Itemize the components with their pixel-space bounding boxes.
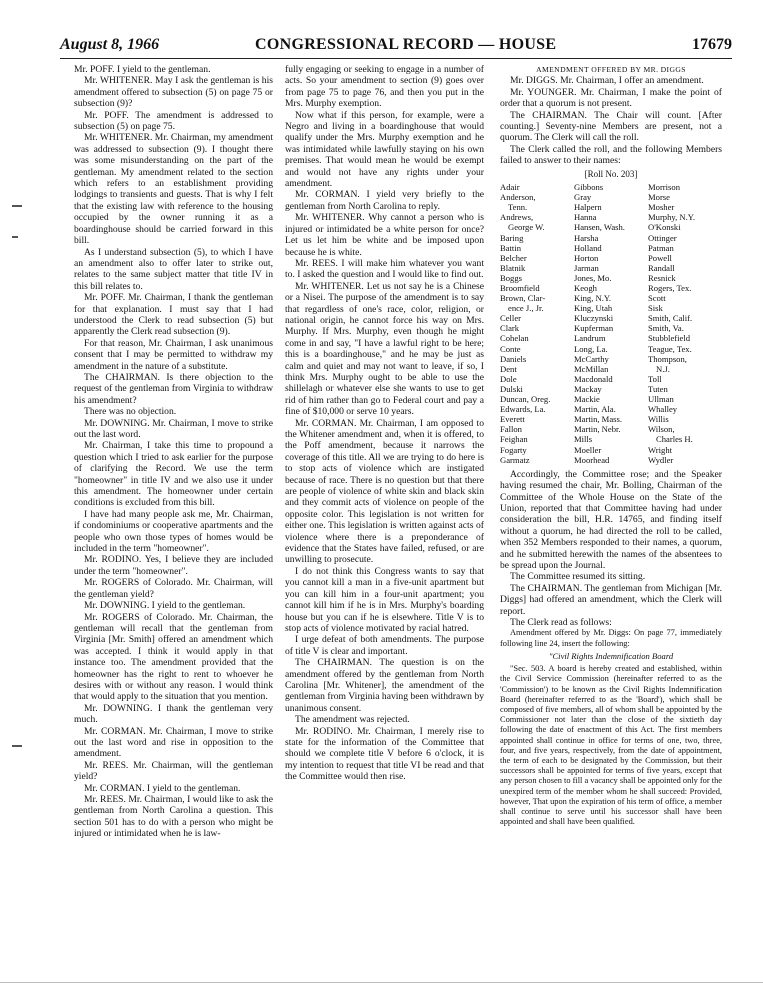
paragraph: Mr. WHITENER. May I ask the gentleman is his amendment offered to subsection (5) on page 75 or subsection (9)? <box>74 75 273 110</box>
roll-call-name: Battin <box>500 242 522 253</box>
paragraph: Accordingly, the Committee rose; and the Speaker having resumed the chair, Mr. Bolling, Chairman of the Committee of the Whole House on the State of the Union, reported that that Committee having had under consideration the bill, H.R. 14765, and finding itself without a quorum, he had directed the roll to be called, when 352 Members responded to their names, a quorum, and he submitted herewith the names of the absentees to be spread upon the Journal. <box>500 468 722 571</box>
paragraph: Mr. CORMAN. I yield very briefly to the gentleman from North Carolina to reply. <box>285 189 484 212</box>
paragraph: Mr. DOWNING. I yield to the gentleman. <box>84 600 246 612</box>
roll-call-name: O'Konski <box>648 222 681 233</box>
roll-call-name: Mackie <box>574 394 600 405</box>
section-heading: AMENDMENT OFFERED BY MR. DIGGS <box>536 65 686 74</box>
roll-call-name: Moorhead <box>574 454 610 465</box>
roll-call-name: Fallon <box>500 424 522 435</box>
roll-call-name: Conte <box>500 343 521 354</box>
paragraph: Now what if this person, for example, were a Negro and living in a boardinghouse that would qualify under the Mrs. Murphy exemption and he was intimidated while lawfully staying on his own premises. That would mean he would be exempt and would not have any rights under your amendment. <box>285 109 484 190</box>
amendment-text: "Sec. 503. A board is hereby created and established, within the Civil Service Commission (hereinafter referred to as the 'Commission') to be known as the Civil Rights Indemnification Board (hereinafter referred to as the 'Board'), which shall be composed of five members, all of whom shall be appointed by the Commissioner not later than the close of the sixtieth day following the date of enactment of this Act. The first members appointed shall continue in office for terms of one, two, three, four, and five years, respectively, from the date of appointment, the term of each to be designated by the Commission, but their successors shall be appointed for terms of five years, except that any person chosen to fill a vacancy shall be appointed only for the unexpired term of the member whom he shall succeed: Provided, however, That upon the expiration of his term of office, a member shall continue to serve until his successor shall have been appointed and shall have been qualified. <box>500 664 722 827</box>
roll-call-name: Tenn. <box>508 202 528 213</box>
paragraph: Mr. POFF. The amendment is addressed to subsection (5) on page 75. <box>74 109 273 133</box>
roll-call-name: Resnick <box>648 272 676 283</box>
paragraph: Mr. REES. Mr. Chairman, I would like to ask the gentleman from North Carolina a question. This section 501 has to do with a person who might be injured or intimidated when he is law- <box>74 794 273 840</box>
paragraph: Mr. REES. Mr. Chairman, will the gentleman yield? <box>74 759 273 783</box>
roll-call-name: ence J., Jr. <box>508 303 544 314</box>
roll-call-name: Kluczynski <box>574 313 614 324</box>
roll-call-name: Smith, Va. <box>648 323 684 334</box>
roll-call-name: Mosher <box>648 202 675 213</box>
roll-call-name: Hanna <box>574 212 597 223</box>
paragraph: Mr. POFF. Mr. Chairman, I thank the gentleman for that explanation. I must say that I had understood the Clerk to read subsection (5) but apparently the Clerk read subsection (9). <box>74 292 273 338</box>
roll-call-name: Ottinger <box>648 232 677 243</box>
paragraph: As I understand subsection (5), to which I have an amendment also to offer later to strike out, relates to the same subject matter that title IV in this bill relates to. <box>74 246 273 292</box>
roll-call-name: Clark <box>500 323 520 334</box>
roll-call-name: Everett <box>500 414 525 425</box>
roll-call-name: King, Utah <box>574 303 613 314</box>
paragraph: Mr. DOWNING. Mr. Chairman, I move to strike out the last word. <box>74 417 273 440</box>
roll-call-list <box>500 182 722 465</box>
roll-call-name: Celler <box>500 313 521 324</box>
roll-call-name: Thompson, <box>648 353 687 364</box>
paragraph: I urge defeat of both amendments. The purpose of title V is clear and important. <box>285 634 484 657</box>
paragraph: Mr. WHITENER. Let us not say he is a Chinese or a Nisei. The purpose of the amendment is to say that regardless of one's race, color, religion, or national origin, he cannot force his way on Mrs. Murphy. If Mrs. Murphy, even though he might come in and say, "I have a lawful right to be here; this is a boardinghouse," and he may be just as calm and quiet and may not want to leave, if so, I think Mrs. Murphy ought to be able to use the shillelagh or whatever else she wants to use to get rid of him rather than go to Federal court and pay a fine of $10,000 or serve 10 years. <box>285 280 484 418</box>
header-date: August 8, 1966 <box>60 36 160 53</box>
roll-call-name: King, N.Y. <box>574 293 612 304</box>
paragraph: Mr. YOUNGER. Mr. Chairman, I make the point of order that a quorum is not present. <box>500 86 722 110</box>
paragraph: Mr. ROGERS of Colorado. Mr. Chairman, the gentleman will recall that the gentleman from Virginia [Mr. Smith] offered an amendment which was accepted. I think it would apply in that instance too. The amendment provided that the homeowner has the right to rent to whoever he desires with or without any reason. I would think that would apply to the situation that you mention. <box>74 611 273 703</box>
roll-call-name: Teague, Tex. <box>648 343 692 354</box>
paragraph: There was no objection. <box>84 406 177 418</box>
roll-call-name: Rogers, Tex. <box>648 283 692 293</box>
roll-call-name: Belcher <box>500 252 527 263</box>
roll-call-name: Dent <box>500 363 517 374</box>
roll-call-name: Mills <box>574 434 593 445</box>
paragraph: The Clerk read as follows: <box>510 616 612 628</box>
bottom-rule <box>0 982 763 983</box>
roll-call-column <box>648 182 722 465</box>
paragraph: Mr. CORMAN. I yield to the gentleman. <box>84 782 241 794</box>
roll-call-name: Jarman <box>574 262 599 273</box>
paragraph: I have had many people ask me, Mr. Chairman, if condominiums or cooperative apartments and the people who own those types of homes would be included in the term "homeowner". <box>74 508 273 555</box>
paragraph: Mr. DOWNING. I thank the gentleman very much. <box>74 702 273 726</box>
paragraph: Mr. ROGERS of Colorado. Mr. Chairman, will the gentleman yield? <box>74 577 273 600</box>
paragraph: The CHAIRMAN. The Chair will count. [After counting.] Seventy-nine Members are present, not a quorum. The Clerk will call the roll. <box>500 109 722 144</box>
roll-call-name: Gibbons <box>574 182 604 193</box>
roll-call-name: Macdonald <box>574 373 613 384</box>
column-2 <box>285 64 484 944</box>
roll-call-name: Andrews, <box>500 212 534 223</box>
roll-call-name: Morse <box>648 192 670 203</box>
paragraph: Mr. CORMAN. Mr. Chairman, I am opposed to the Whitener amendment and, when it is offered, to the Poff amendment, because it narrows the coverage of this title. All we are trying to do here is to stop acts of violence which are instigated because of race. There is no question but that there are people of violence of white skin and black skin and they commit acts of violence on people of the opposite color. This legislation is not written for either one. This legislation is written against acts of violence where there is a preponderance of evidence that the States have failed, refused, or are unwilling to prosecute. <box>285 417 484 566</box>
roll-call-name: Stubblefield <box>648 333 691 344</box>
roll-call-name: Moeller <box>574 444 602 455</box>
roll-call-name: Charles H. <box>656 434 693 445</box>
paragraph: Mr. WHITENER. Mr. Chairman, my amendment was addressed to subsection (9). I thought there was some misunderstanding on the part of the gentleman. My amendment related to the section which refers to an establishment providing lodgings to transients and guests. That is why I felt that the existing law with reference to the housing occupied by the owner running it as a boardinghouse should be carried forward in this bill. <box>74 132 273 247</box>
amendment-intro: Amendment offered by Mr. Diggs: On page 77, immediately following line 24, insert the following: <box>500 628 722 648</box>
roll-call-name: Powell <box>648 252 672 263</box>
roll-call-name: Boggs <box>500 272 522 283</box>
roll-call-name: Anderson, <box>500 192 536 203</box>
roll-call-name: Horton <box>574 252 599 263</box>
roll-call-name: Murphy, N.Y. <box>648 212 696 223</box>
roll-call-name: Ullman <box>648 394 674 405</box>
roll-call-name: Long, La. <box>574 343 608 354</box>
roll-call-name: Kupferman <box>574 323 614 334</box>
paragraph: The amendment was rejected. <box>295 714 410 726</box>
margin-mark <box>12 236 18 238</box>
paragraph: fully engaging or seeking to engage in a number of acts. So your amendment to section (9) goes over from page 75 to page 76, and then you put in the Mrs. Murphy exemption. <box>285 64 484 110</box>
paragraph: For that reason, Mr. Chairman, I ask unanimous consent that I may be permitted to withdraw my amendment in the nature of a substitute. <box>74 337 273 372</box>
roll-call-name: Martin, Nebr. <box>574 424 621 435</box>
roll-call-name: Scott <box>648 293 666 304</box>
header-title: CONGRESSIONAL RECORD — HOUSE <box>255 36 557 53</box>
roll-call-name: Tuten <box>648 383 668 394</box>
paragraph: Mr. DIGGS. Mr. Chairman, I offer an amendment. <box>510 75 704 87</box>
roll-call-title: [Roll No. 203] <box>584 168 638 179</box>
amendment-title: "Civil Rights Indemnification Board <box>548 650 674 661</box>
roll-call-name: Keogh <box>574 283 597 293</box>
paragraph: The CHAIRMAN. The gentleman from Michigan [Mr. Diggs] had offered an amendment, which the Clerk will report. <box>500 582 722 617</box>
roll-call-name: Garmatz <box>500 454 530 465</box>
roll-call-name: Duncan, Oreg. <box>500 394 551 405</box>
roll-call-name: Martin, Mass. <box>574 414 622 425</box>
roll-call-name: Cohelan <box>500 333 529 344</box>
roll-call-name: Brown, Clar- <box>500 293 546 304</box>
roll-call-name: Toll <box>648 373 662 384</box>
roll-call-name: Wilson, <box>648 424 675 435</box>
roll-call-name: Gray <box>574 192 592 203</box>
roll-call-name: McMillan <box>574 363 609 374</box>
roll-call-name: Feighan <box>500 434 528 445</box>
paragraph: Mr. POFF. I yield to the gentleman. <box>74 64 211 75</box>
roll-call-name: Smith, Calif. <box>648 313 693 324</box>
roll-call-name: Sisk <box>648 303 663 314</box>
margin-mark <box>12 205 22 207</box>
paragraph: The CHAIRMAN. Is there objection to the request of the gentleman from Virginia to withdraw his amendment? <box>74 371 273 406</box>
roll-call-name: Holland <box>574 242 602 253</box>
roll-call-column <box>500 182 574 465</box>
roll-call-column <box>574 182 648 465</box>
paragraph: The Clerk called the roll, and the following Members failed to answer to their names: <box>500 143 722 167</box>
roll-call-name: Patman <box>648 242 674 253</box>
roll-call-name: Baring <box>500 232 524 243</box>
paragraph: The CHAIRMAN. The question is on the amendment offered by the gentleman from North Carolina [Mr. Whitener], the amendment of the gentleman from Virginia having been withdrawn by unanimous consent. <box>285 657 484 714</box>
column-3 <box>500 64 722 944</box>
roll-call-name: George W. <box>508 222 545 233</box>
roll-call-name: Dole <box>500 373 517 384</box>
roll-call-name: Morrison <box>648 182 680 193</box>
roll-call-name: Fogarty <box>500 444 527 455</box>
roll-call-name: Randall <box>648 262 675 273</box>
roll-call-name: Broomfield <box>500 283 540 293</box>
roll-call-name: N.J. <box>656 363 670 374</box>
roll-call-name: Wright <box>648 444 672 455</box>
roll-call-name: Edwards, La. <box>500 404 546 415</box>
roll-call-name: Willis <box>648 414 669 425</box>
paragraph: The Committee resumed its sitting. <box>510 571 646 583</box>
roll-call-name: McCarthy <box>574 353 609 364</box>
roll-call-name: Whalley <box>648 404 678 415</box>
column-1 <box>74 64 273 944</box>
page-header <box>60 36 732 59</box>
roll-call-name: Hansen, Wash. <box>574 222 625 233</box>
roll-call-name: Harsha <box>574 232 599 243</box>
header-page-number: 17679 <box>692 36 732 53</box>
paragraph: Mr. RODINO. Yes, I believe they are included under the term "homeowner". <box>74 554 273 577</box>
roll-call-name: Jones, Mo. <box>574 272 612 283</box>
paragraph: Mr. WHITENER. Why cannot a person who is injured or intimidated be a white person for once? Let us let him be white and be imposed upon because he is white. <box>285 212 484 258</box>
roll-call-name: Dulski <box>500 383 523 394</box>
roll-call-name: Martin, Ala. <box>574 404 616 415</box>
roll-call-name: Mackay <box>574 383 602 394</box>
roll-call-name: Halpern <box>574 202 602 213</box>
roll-call-name: Daniels <box>500 353 527 364</box>
paragraph: Mr. REES. I will make him whatever you want to. I asked the question and I would like to find out. <box>285 257 484 281</box>
paragraph: I do not think this Congress wants to say that you cannot kill a man in a five-unit apartment but you can kill him in a four-unit apartment; you cannot kill him if he is in Mrs. Murphy's boarding house but you can if he is elsewhere. Title V is to stop acts of violence motivated by racial hatred. <box>285 565 484 634</box>
paragraph: Mr. CORMAN. Mr. Chairman, I move to strike out the last word and rise in opposition to the amendment. <box>74 725 273 760</box>
roll-call-name: Adair <box>500 182 520 193</box>
roll-call-name: Landrum <box>574 333 606 344</box>
paragraph: Mr. Chairman, I take this time to propound a question which I tried to ask earlier for the purpose of clarifying the Record. We use the term "homeowner" in title IV and we also use it under this amendment. The homeowner under certain conditions is excluded from this bill. <box>74 440 273 509</box>
roll-call-name: Blatnik <box>500 262 526 273</box>
margin-mark <box>12 745 22 747</box>
paragraph: Mr. RODINO. Mr. Chairman, I merely rise to state for the information of the Committee that should we complete title V before 6 o'clock, it is my intention to request that title VI be read and that the Committee would then rise. <box>285 725 484 783</box>
roll-call-name: Wydler <box>648 454 674 465</box>
